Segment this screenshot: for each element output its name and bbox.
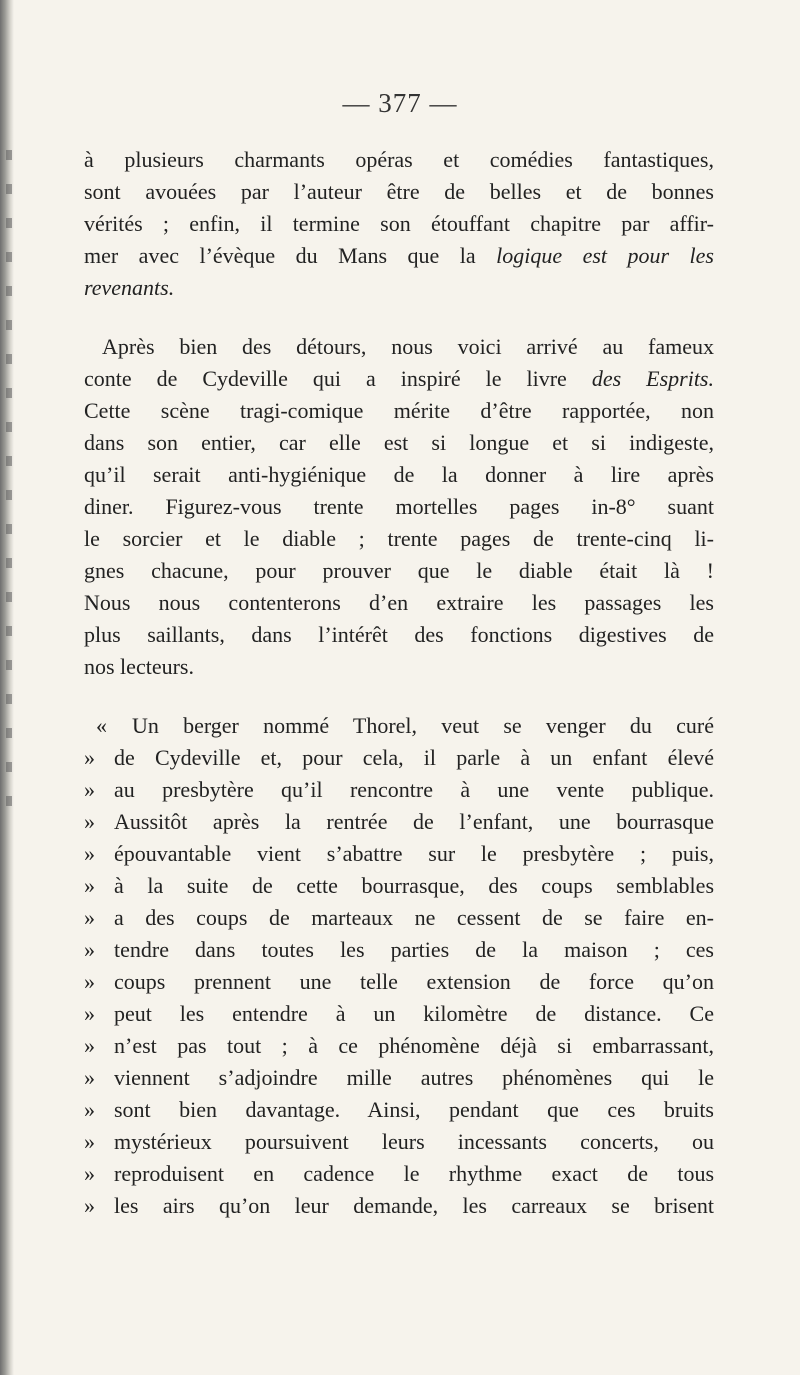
continuation-quote-mark: » bbox=[84, 1097, 95, 1122]
quote-text: peut les entendre à un kilomètre de distance. Ce bbox=[114, 1001, 714, 1026]
scan-gutter-marks bbox=[6, 150, 12, 810]
quote-line bbox=[84, 1126, 714, 1158]
italic-title: des Esprits. bbox=[591, 366, 714, 391]
text-line: le sorcier et le diable ; trente pages de trente-cinq li- bbox=[84, 526, 714, 551]
quote-line bbox=[84, 870, 714, 902]
continuation-quote-mark: » bbox=[84, 969, 95, 994]
paragraph-2 bbox=[84, 331, 714, 683]
quote-line bbox=[84, 998, 714, 1030]
continuation-quote-mark: » bbox=[84, 873, 95, 898]
quote-line bbox=[84, 1190, 714, 1222]
continuation-quote-mark: » bbox=[84, 841, 95, 866]
continuation-quote-mark: » bbox=[84, 1161, 95, 1186]
quote-line bbox=[84, 934, 714, 966]
quote-text: reproduisent en cadence le rhythme exact de tous bbox=[114, 1161, 714, 1186]
text-line bbox=[84, 240, 714, 272]
text-line bbox=[84, 363, 714, 395]
text-segment: conte de Cydeville qui a inspiré le livre bbox=[84, 366, 567, 391]
text-line: diner. Figurez-vous trente mortelles pages in-8° suant bbox=[84, 494, 714, 519]
quote-text: au presbytère qu’il rencontre à une vente publique. bbox=[114, 777, 714, 802]
continuation-quote-mark: » bbox=[84, 1001, 95, 1026]
text-line: qu’il serait anti-hygiénique de la donner à lire après bbox=[84, 462, 714, 487]
text-line: gnes chacune, pour prouver que le diable était là ! bbox=[84, 558, 714, 583]
quote-line bbox=[84, 1062, 714, 1094]
quote-text: Aussitôt après la rentrée de l’enfant, une bourrasque bbox=[114, 809, 714, 834]
quote-text: n’est pas tout ; à ce phénomène déjà si embarrassant, bbox=[114, 1033, 714, 1058]
page-number: — 377 — bbox=[342, 88, 458, 118]
continuation-quote-mark: » bbox=[84, 1129, 95, 1154]
quote-line bbox=[84, 774, 714, 806]
text-line: dans son entier, car elle est si longue et si indigeste, bbox=[84, 430, 714, 455]
text-line: Cette scène tragi-comique mérite d’être rapportée, non bbox=[84, 398, 714, 423]
paragraph-1 bbox=[84, 144, 714, 304]
text-line: vérités ; enfin, il termine son étouffant chapitre par affir- bbox=[84, 211, 714, 236]
quote-text: Un berger nommé Thorel, veut se venger du curé bbox=[132, 713, 714, 738]
open-quote-mark: « bbox=[96, 713, 107, 738]
continuation-quote-mark: » bbox=[84, 809, 95, 834]
text-line: nos lecteurs. bbox=[84, 654, 194, 679]
text-line: Après bien des détours, nous voici arrivé au fameux bbox=[102, 334, 714, 359]
page-body bbox=[84, 144, 714, 1222]
quote-text: de Cydeville et, pour cela, il parle à un enfant élevé bbox=[114, 745, 714, 770]
text-line: revenants. bbox=[84, 275, 175, 300]
continuation-quote-mark: » bbox=[84, 777, 95, 802]
quote-text: les airs qu’on leur demande, les carreaux se brisent bbox=[114, 1193, 714, 1218]
quote-text: sont bien davantage. Ainsi, pendant que ces bruits bbox=[114, 1097, 714, 1122]
continuation-quote-mark: » bbox=[84, 1033, 95, 1058]
quote-text: épouvantable vient s’abattre sur le presbytère ; puis, bbox=[114, 841, 714, 866]
text-line: Nous nous contenterons d’en extraire les passages les bbox=[84, 590, 714, 615]
text-line: à plusieurs charmants opéras et comédies fantastiques, bbox=[84, 147, 714, 172]
text-segment: mer avec l’évèque du Mans que la bbox=[84, 243, 476, 268]
continuation-quote-mark: » bbox=[84, 1193, 95, 1218]
continuation-quote-mark: » bbox=[84, 745, 95, 770]
quote-line bbox=[84, 1094, 714, 1126]
quote-line bbox=[84, 1030, 714, 1062]
text-line: sont avouées par l’auteur être de belles et de bonnes bbox=[84, 179, 714, 204]
quote-line bbox=[84, 710, 714, 742]
quote-text: à la suite de cette bourrasque, des coups semblables bbox=[114, 873, 714, 898]
quote-line bbox=[84, 742, 714, 774]
quote-text: viennent s’adjoindre mille autres phénomènes qui le bbox=[114, 1065, 714, 1090]
quote-text: tendre dans toutes les parties de la maison ; ces bbox=[114, 937, 714, 962]
quote-text: a des coups de marteaux ne cessent de se faire en- bbox=[114, 905, 714, 930]
quote-line bbox=[84, 806, 714, 838]
quote-line bbox=[84, 902, 714, 934]
continuation-quote-mark: » bbox=[84, 937, 95, 962]
text-line: plus saillants, dans l’intérêt des fonctions digestives de bbox=[84, 622, 714, 647]
quote-text: mystérieux poursuivent leurs incessants concerts, ou bbox=[114, 1129, 714, 1154]
quote-line bbox=[84, 1158, 714, 1190]
quote-line bbox=[84, 966, 714, 998]
quote-line bbox=[84, 838, 714, 870]
quotation-block bbox=[84, 710, 714, 1222]
quote-text: coups prennent une telle extension de force qu’on bbox=[114, 969, 714, 994]
continuation-quote-mark: » bbox=[84, 905, 95, 930]
italic-phrase: logique est pour les bbox=[496, 243, 714, 268]
continuation-quote-mark: » bbox=[84, 1065, 95, 1090]
